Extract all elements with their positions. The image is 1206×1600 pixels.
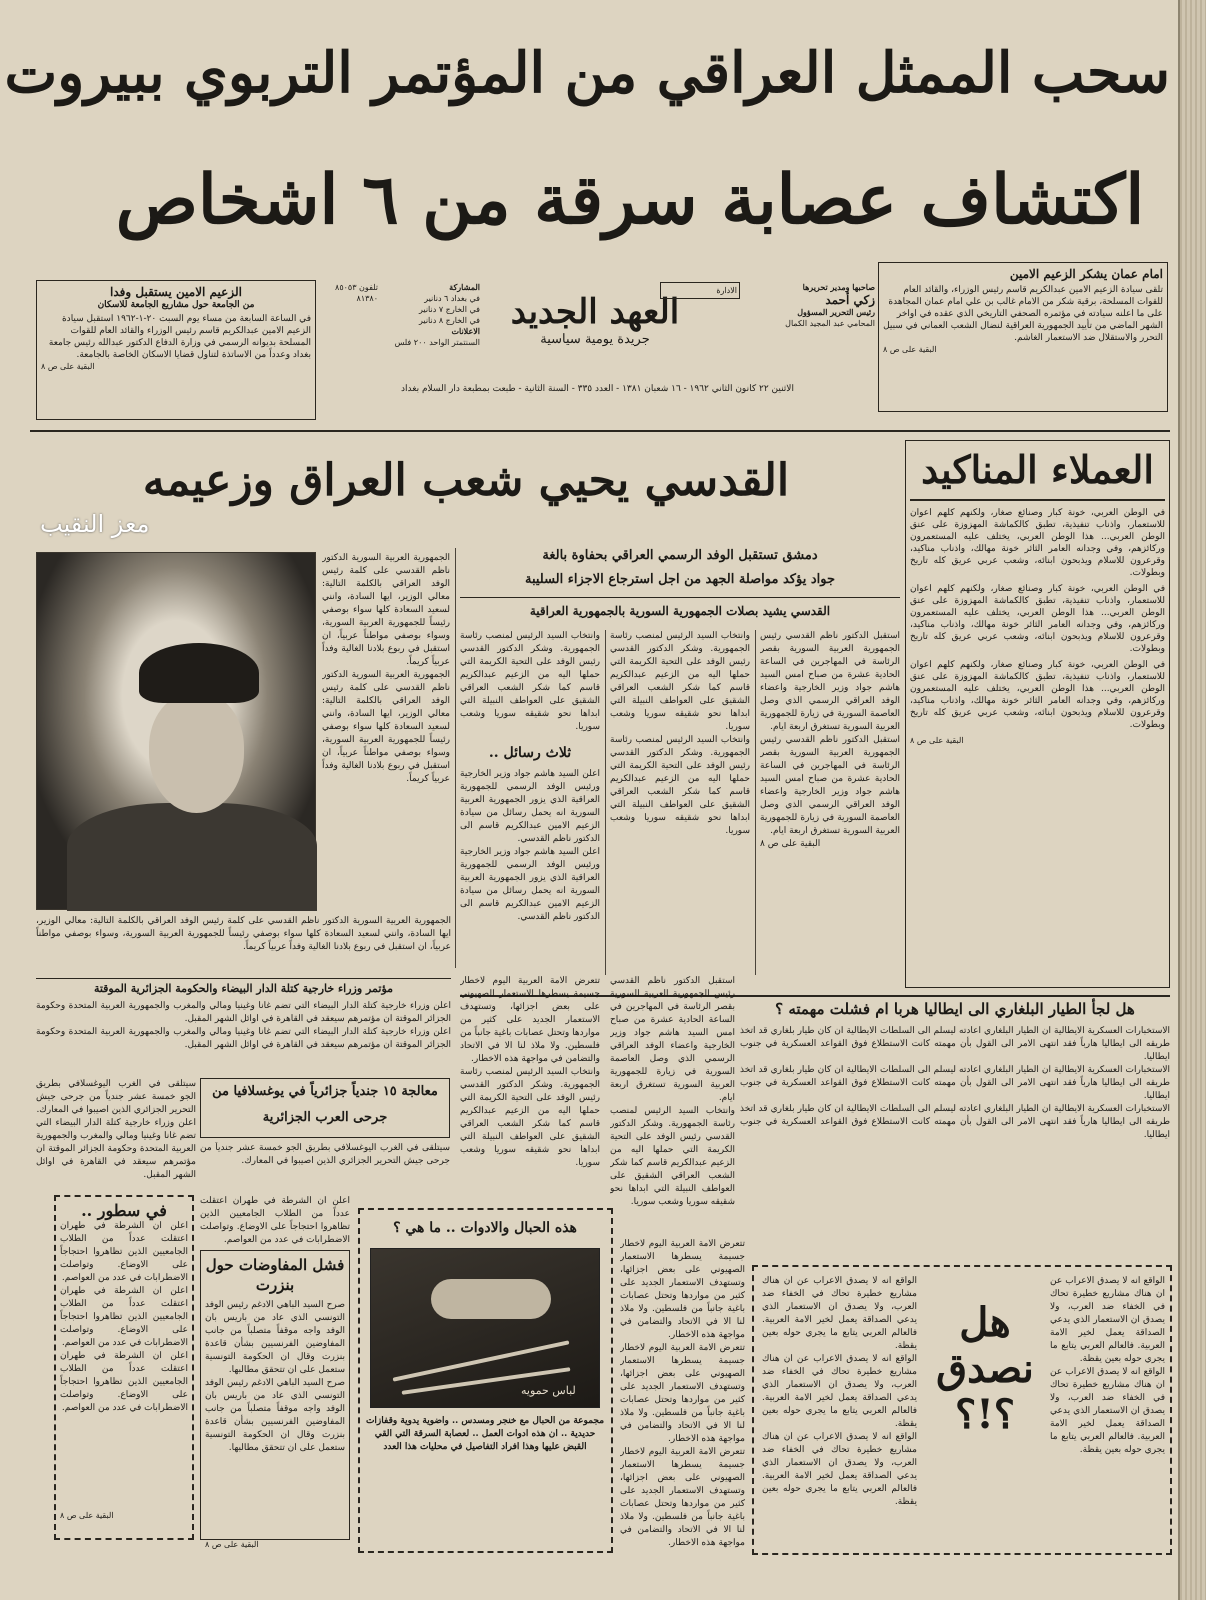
editor-label: رئيس التحرير المسؤول [797, 307, 875, 317]
bizerte-col [205, 1299, 345, 1539]
admin-label: الادارة [660, 282, 740, 299]
qudsi-col-d [322, 552, 450, 972]
subscription-label: المشاركة [449, 282, 480, 292]
algeria-body-3: سيتلقى في الغرب اليوغسلافي بطريق الجو خمسة عشر جندياً من جرحى جيش التحرير الجزائري الذين اصيبوا في المعارك. [200, 1143, 450, 1166]
ropes-caption-col [365, 1415, 605, 1545]
ministers-body-2: اعلن وزراء خارجية كتلة الدار البيضاء التي تضم غانا وغينيا ومالي والمغرب والجمهورية العربية المتحدة وحكومة الجزائر الموقتة ان مؤتمرهم سيعقد في القاهرة في اوائل الشهر المقبل. [36, 1027, 451, 1050]
qudsi-col-b [610, 630, 750, 975]
subscription-1: في بغداد ٦ دنانير [424, 294, 480, 303]
newspaper-subtitle: جريدة يومية سياسية [540, 332, 650, 347]
bulgarian-title: هل لجأ الطيار البلغاري الى ايطاليا هربا ام فشلت مهمته ؟ [775, 1000, 1135, 1018]
qudsi-headline: القدسي يحيي شعب العراق وزعيمه [142, 455, 790, 506]
bizerte-body-2: صرح السيد الباهي الادغم رئيس الوفد التونسي الذي عاد من باريس بان الوفد واجه موقفاً متصلباً من جانب المفاوضين الفرنسيين بشأن قاعدة بنزرت وقال ان الحكومة التونسية ستعمل على ان تتحقق مطالبها. [205, 1378, 345, 1453]
box-left-body: في الساعة السابعة من مساء يوم السبت ٢٠-١-١٩٦٢ استقبل سيادة الزعيم الامين عبدالكريم قاسم رئيس الوزراء والقائد العام للقوات المسلحة بديوانه الرسمي في وزارة الدفاع الدكتور عبدالله رئيس جامعة بغداد وعدداً من الاساتذة لتناول قضايا الاسكان الخاصة بالجامعة. [48, 314, 311, 360]
believe-body-right-2: الواقع انه لا يصدق الاعراب عن ان هناك مشاريع خطيرة تحاك في الخفاء ضد العرب، ولا يصدق ان الاستعمار الذي يدعي الصداقة يعمل لخير الامة العربية. فالعالم العربي يتابع ما يجري حوله بعين يقظة. [1050, 1367, 1165, 1455]
bulgarian-body-2: الاستخبارات العسكرية الايطالية ان الطيار البلغاري اعادته ليسلم الى السلطات الايطالية ان كان طيار بلغاري قد اتخذ طريقه الى ايطاليا هارباً فقد انتهى الامر الى القول بأن مهمته كانت الاستطلاع فوق القواعد العسكرية في جنوب ايطاليا. [740, 1065, 1170, 1101]
photo-figure-face [149, 693, 244, 813]
qudsi-col-a-text-2: استقبل الدكتور ناظم القدسي رئيس الجمهورية العربية السورية بقصر الرئاسة في المهاجرين في الساعة الحادية عشرة من صباح امس السيد هاشم جواد وزير الخارجية واعضاء الوفد العراقي الرسمي الذي وصل العاصمة السورية في زيارة للجمهورية العربية السورية تستغرق اربعة ايام. [760, 735, 900, 836]
box-right-title: امام عمان يشكر الزعيم الامين [1009, 267, 1163, 281]
agents-column [905, 440, 1170, 988]
imperialism-col [620, 1238, 745, 1553]
phone-1: تلفون ٨٥٠٥٣ [335, 283, 378, 292]
rope-1 [393, 1340, 570, 1381]
owner-name: زكي أحمد [825, 293, 875, 307]
main-headline: سحب الممثل العراقي من المؤتمر التربوي ببيروت [4, 40, 1170, 106]
agents-body-repeat: في الوطن العربي، خونة كبار وصنائع صغار، ولكنهم كلهم اعوان للاستعمار، واذناب تنفيذية، تطبق كالكماشة المهزوزة على عنق الوطن العربي... هذا الوطن العربي، يختلف عليه المستعمرون وركائزهم، وفي وجدانه العامر الثائر خونة مهالك، واذناب مناكيد، وقرعرون للاسلام ويذبحون ابنائه، وشعب عربي عريق كله تاريخ وبطولات. [910, 584, 1165, 654]
deck-rule [460, 597, 900, 598]
watermark: معز النقيب [40, 510, 150, 538]
mid-col-a-text: استقبل الدكتور ناظم القدسي رئيس الجمهورية العربية السورية بقصر الرئاسة في المهاجرين في الساعة الحادية عشرة من صباح امس السيد هاشم جواد وزير الخارجية واعضاء الوفد العراقي الرسمي الذي وصل العاصمة السورية في زيارة للجمهورية العربية السورية تستغرق اربعة ايام. [610, 976, 735, 1103]
algeria-body-2: اعلن وزراء خارجية كتلة الدار البيضاء التي تضم غانا وغينيا ومالي والمغرب والجمهورية العربية المتحدة وحكومة الجزائر الموقتة ان مؤتمرهم سيعقد في القاهرة في اوائل الشهر المقبل. [36, 1118, 196, 1180]
ropes-caption: مجموعة من الحبال مع خنجر ومسدس .. واضوية يدوية وقفازات حديدية .. ان هذه ادوات العمل .. لعصابة السرقة التي القي القبض عليها وهذا افراد التفاصيل في محليات هذا العدد [365, 1416, 605, 1452]
masthead [320, 282, 875, 400]
agents-continued: البقية على ص ٨ [910, 736, 964, 745]
believe-body: الواقع انه لا يصدق الاعراب عن ان هناك مشاريع خطيرة تحاك في الخفاء ضد العرب، ولا يصدق ان الاستعمار الذي يدعي الصداقة يعمل لخير الامة العربية. فالعالم العربي يتابع ما يجري حوله بعين يقظة. [762, 1276, 917, 1351]
bulgarian-body: الاستخبارات العسكرية الايطالية ان الطيار البلغاري اعادته ليسلم الى السلطات الايطالية ان كان طيار بلغاري قد اتخذ طريقه الى ايطاليا هارباً فقد انتهى الامر الى القول بأن مهمته كانت الاستطلاع فوق القواعد العسكرية في جنوب ايطاليا. [740, 1026, 1170, 1062]
three-messages-body-2: اعلن السيد هاشم جواد وزير الخارجية ورئيس الوفد الرسمي للجمهورية العراقية الذي يزور الجمهورية العربية السورية انه يحمل رسائل من سيادة الزعيم الامين عبدالكريم قاسم الى الدكتور ناظم القدسي. [460, 847, 600, 922]
bizerte-col-top [200, 1195, 350, 1245]
algeria-body: سيتلقى في الغرب اليوغسلافي بطريق الجو خمسة عشر جندياً من جرحى جيش التحرير الجزائري الذين اصيبوا في المعارك. [36, 1079, 196, 1115]
bizerte-body: صرح السيد الباهي الادغم رئيس الوفد التونسي الذي عاد من باريس بان الوفد واجه موقفاً متصلباً من جانب المفاوضين الفرنسيين بشأن قاعدة بنزرت وقال ان الحكومة التونسية ستعمل على ان تتحقق مطالبها. [205, 1300, 345, 1375]
qudsi-col-e [36, 915, 451, 970]
algeria-title: معالجة ١٥ جندياً جزائرياً في يوغسلافيا من جرحى العرب الجزائرية [212, 1084, 438, 1125]
mid-col-b-text: تتعرض الامة العربية اليوم لاخطار جسيمة يسطرها الاستعمار الصهيوني على بعض اجزائها، وتستهدف الاستعمار الجديد على كثير من مواردها وتحتل عصابات باغية جانباً من فلسطين. ولا ملاذ لنا الا في الاتحاد والتضامن في مواجهة هذه الاخطار. [460, 976, 600, 1064]
ropes-photo-label: لباس حمويه [521, 1384, 576, 1397]
believe-body-2: الواقع انه لا يصدق الاعراب عن ان هناك مشاريع خطيرة تحاك في الخفاء ضد العرب، ولا يصدق ان الاستعمار الذي يدعي الصداقة يعمل لخير الامة العربية. فالعالم العربي يتابع ما يجري حوله بعين يقظة. [762, 1354, 917, 1429]
second-headline: اكتشاف عصابة سرقة من ٦ اشخاص [115, 160, 1145, 240]
phone-2: ٨١٣٨٠ [356, 294, 378, 303]
qudsi-deck-2: جواد يؤكد مواصلة الجهد من اجل استرجاع الاجزاء السليبة [524, 572, 836, 587]
believe-col-left [762, 1275, 917, 1545]
ministers-title: مؤتمر وزراء خارجية كتلة الدار البيضاء والحكومة الجزائرية الموقتة [93, 982, 394, 995]
col-divider-1 [755, 630, 756, 975]
ads-detail: السنتمتر الواحد ٢٠٠ فلس [394, 338, 480, 347]
briefs-title: في سطور .. [81, 1201, 167, 1220]
dateline: الاثنين ٢٢ كانون الثاني ١٩٦٢ - ١٦ شعبان ١٣٨١ - العدد ٣٣٥ - السنة الثانية - طبعت بمطبعة دار السلام بغداد [401, 384, 794, 394]
rope-3 [431, 1279, 551, 1319]
leader-photo [36, 552, 316, 910]
bizerte-continued: البقية على ص ٨ [205, 1540, 259, 1549]
ministers-rule [36, 978, 451, 979]
box-right-body: تلقى سيادة الزعيم الامين عبدالكريم قاسم رئيس الوزراء، والقائد العام للقوات المسلحة، برقية شكر من الامام غالب بن علي امام عمان المجاهدة على ما اعلنه سيادته في مؤتمره الصحفي التاريخي الذي عقده في اواخر الشهر الماضي من تأييد الجمهورية العراقية لنضال الشعب العماني في سبيل التحرر والاستقلال ضد الاستعمار الغاشم. [883, 285, 1163, 343]
mid-col-b [460, 975, 600, 1230]
subscription-2: في الخارج ٧ دنانير [419, 305, 480, 314]
qudsi-deck-1: دمشق تستقبل الوفد الرسمي العراقي بحفاوة بالغة [542, 548, 818, 563]
masthead-rule [30, 430, 1170, 432]
box-left-continued: البقية على ص ٨ [41, 362, 95, 371]
imperialism-body: تتعرض الامة العربية اليوم لاخطار جسيمة يسطرها الاستعمار الصهيوني على بعض اجزائها، وتستهدف الاستعمار الجديد على كثير من مواردها وتحتل عصابات باغية جانباً من فلسطين. ولا ملاذ لنا الا في الاتحاد والتضامن في مواجهة هذه الاخطار. [620, 1239, 745, 1340]
imperialism-body-3: تتعرض الامة العربية اليوم لاخطار جسيمة يسطرها الاستعمار الصهيوني على بعض اجزائها، وتستهدف الاستعمار الجديد على كثير من مواردها وتحتل عصابات باغية جانباً من فلسطين. ولا ملاذ لنا الا في الاتحاد والتضامن في مواجهة هذه الاخطار. [620, 1447, 745, 1548]
qudsi-col-c-text: وانتخاب السيد الرئيس لمنصب رئاسة الجمهورية. وشكر الدكتور القدسي رئيس الوفد على التحية الكريمة التي حملها اليه من الزعيم عبدالكريم قاسم كما شكر الشعب العراقي الشقيق على العواطف النبيلة التي ابداها نحو شقيقه سوريا وشعب سوريا. [460, 631, 600, 732]
qudsi-col-b-text-2: وانتخاب السيد الرئيس لمنصب رئاسة الجمهورية. وشكر الدكتور القدسي رئيس الوفد على التحية الكريمة التي حملها اليه من الزعيم عبدالكريم قاسم كما شكر الشعب العراقي الشقيق على العواطف النبيلة التي ابداها نحو شقيقه سوريا وشعب سوريا. [610, 735, 750, 836]
believe-body-3: الواقع انه لا يصدق الاعراب عن ان هناك مشاريع خطيرة تحاك في الخفاء ضد العرب، ولا يصدق ان الاستعمار الذي يدعي الصداقة يعمل لخير الامة العربية. فالعالم العربي يتابع ما يجري حوله بعين يقظة. [762, 1432, 917, 1507]
qudsi-col-a-continued: البقية على ص ٨ [760, 839, 821, 849]
page-stack-edge [1180, 0, 1206, 1600]
qudsi-deck-3: القدسي يشيد بصلات الجمهورية السورية بالجمهورية العراقية [529, 604, 831, 618]
briefs-body-3: اعلن ان الشرطة في طهران اعتقلت عدداً من الطلاب الجامعيين الذين تظاهروا احتجاجاً على الاوضاع. وتواصلت الاضطرابات في عدد من العواصم. [60, 1351, 188, 1413]
ads-label: الاعلانات [451, 326, 480, 336]
bulgarian-col [740, 1025, 1170, 1235]
qudsi-col-b-text: وانتخاب السيد الرئيس لمنصب رئاسة الجمهورية. وشكر الدكتور القدسي رئيس الوفد على التحية الكريمة التي حملها اليه من الزعيم عبدالكريم قاسم كما شكر الشعب العراقي الشقيق على العواطف النبيلة التي ابداها نحو شقيقه سوريا وشعب سوريا. [610, 631, 750, 732]
briefs-col [60, 1220, 188, 1510]
bizerte-box [200, 1250, 350, 1549]
ropes-photo [370, 1248, 600, 1408]
bizerte-title: فشل المفاوضات حول بنزرت [205, 1256, 345, 1294]
qudsi-col-e-text: الجمهورية العربية السورية الدكتور ناظم القدسي على كلمة رئيس الوفد العراقي بالكلمة التالية: معالي الوزير، ايها السادة، وانني لسعيد السعادة كلها سواء بوصفي رئيساً للجمهورية العربية السورية، وسواء بوصفي مواطناً عربياً، ان استقبل في ربوع بلادنا الغالية وفداً عربياً كريماً. [36, 916, 451, 952]
believe-title: هل نصدق ؟!؟ [936, 1299, 1034, 1438]
bulgarian-body-3: الاستخبارات العسكرية الايطالية ان الطيار البلغاري اعادته ليسلم الى السلطات الايطالية ان كان طيار بلغاري قد اتخذ طريقه الى ايطاليا هارباً فقد انتهى الامر الى القول بأن مهمته كانت الاستطلاع فوق القواعد العسكرية في جنوب ايطاليا. [740, 1104, 1170, 1140]
briefs-body: اعلن ان الشرطة في طهران اعتقلت عدداً من الطلاب الجامعيين الذين تظاهروا احتجاجاً على الاوضاع. وتواصلت الاضطرابات في عدد من العواصم. [60, 1221, 188, 1283]
algeria-box [200, 1078, 450, 1138]
briefs-box [54, 1195, 194, 1540]
ministers-body: اعلن وزراء خارجية كتلة الدار البيضاء التي تضم غانا وغينيا ومالي والمغرب والجمهورية العربية المتحدة وحكومة الجزائر الموقتة ان مؤتمرهم سيعقد في القاهرة في اوائل الشهر المقبل. [36, 1001, 451, 1024]
agents-body-repeat-2: في الوطن العربي، خونة كبار وصنائع صغار، ولكنهم كلهم اعوان للاستعمار، واذناب تنفيذية، تطبق كالكماشة المهزوزة على عنق الوطن العربي... هذا الوطن العربي، يختلف عليه المستعمرون وركائزهم، وفي وجدانه العامر الثائر خونة مهالك، واذناب مناكيد، وقرعرون للاسلام ويذبحون ابنائه، وشعب عربي عريق كله تاريخ وبطولات. [910, 660, 1165, 730]
believe-col-right [1050, 1275, 1165, 1545]
believe-body-right: الواقع انه لا يصدق الاعراب عن ان هناك مشاريع خطيرة تحاك في الخفاء ضد العرب، ولا يصدق ان الاستعمار الذي يدعي الصداقة يعمل لخير الامة العربية. فالعالم العربي يتابع ما يجري حوله بعين يقظة. [1050, 1276, 1165, 1364]
qudsi-col-d-text: الجمهورية العربية السورية الدكتور ناظم القدسي على كلمة رئيس الوفد العراقي بالكلمة التالية: معالي الوزير، ايها السادة، وانني لسعيد السعادة كلها سواء بوصفي رئيساً للجمهورية العربية السورية، وسواء بوصفي مواطناً عربياً، ان استقبل في ربوع بلادنا الغالية وفداً عربياً كريماً. [322, 553, 450, 667]
qudsi-col-d-text-2: الجمهورية العربية السورية الدكتور ناظم القدسي على كلمة رئيس الوفد العراقي بالكلمة التالية: معالي الوزير، ايها السادة، وانني لسعيد السعادة كلها سواء بوصفي رئيساً للجمهورية العربية السورية، وسواء بوصفي مواطناً عربياً، ان استقبل في ربوع بلادنا الغالية وفداً عربياً كريماً. [322, 670, 450, 784]
briefs-continued: البقية على ص ٨ [60, 1511, 114, 1520]
editor-name: المحامي عبد المجيد الكمال [785, 319, 875, 328]
owner-label: صاحبها ومدير تحريرها [802, 282, 875, 292]
photo-figure-body [67, 803, 317, 911]
bizerte-top-text: اعلن ان الشرطة في طهران اعتقلت عدداً من الطلاب الجامعيين الذين تظاهروا احتجاجاً على الاوضاع. وتواصلت الاضطرابات في عدد من العواصم. [200, 1196, 350, 1245]
three-messages-body: اعلن السيد هاشم جواد وزير الخارجية ورئيس الوفد الرسمي للجمهورية العراقية الذي يزور الجمهورية العربية السورية انه يحمل رسائل من سيادة الزعيم الامين عبدالكريم قاسم الى الدكتور ناظم القدسي. [460, 769, 600, 844]
mid-col-b-text-2: وانتخاب السيد الرئيس لمنصب رئاسة الجمهورية. وشكر الدكتور القدسي رئيس الوفد على التحية الكريمة التي حملها اليه من الزعيم عبدالكريم قاسم كما شكر الشعب العراقي الشقيق على العواطف النبيلة التي ابداها نحو شقيقه سوريا وشعب سوريا. [460, 1067, 600, 1168]
box-left-title: الزعيم الامين يستقبل وفدا [110, 285, 242, 299]
briefs-body-2: اعلن ان الشرطة في طهران اعتقلت عدداً من الطلاب الجامعيين الذين تظاهروا احتجاجاً على الاوضاع. وتواصلت الاضطرابات في عدد من العواصم. [60, 1286, 188, 1348]
subscription-3: في الخارج ٨ دنانير [419, 316, 480, 325]
ropes-title: هذه الحبال والادوات .. ما هي ؟ [393, 1220, 577, 1236]
agents-body: في الوطن العربي، خونة كبار وصنائع صغار، ولكنهم كلهم اعوان للاستعمار، واذناب تنفيذية، تطبق كالكماشة المهزوزة على عنق الوطن العربي... هذا الوطن العربي، يختلف عليه المستعمرون وركائزهم، وفي وجدانه العامر الثائر خونة مهالك، واذناب مناكيد، وقرعرون للاسلام ويذبحون ابنائه، وشعب عربي عريق كله تاريخ وبطولات. [910, 508, 1165, 578]
newspaper-title: العهد الجديد [510, 292, 680, 332]
photo-figure-cap [139, 643, 259, 703]
ministers-col [36, 1000, 451, 1070]
mid-col-a [610, 975, 735, 1230]
mid-col-a-text-2: وانتخاب السيد الرئيس لمنصب رئاسة الجمهورية. وشكر الدكتور القدسي رئيس الوفد على التحية الكريمة التي حملها اليه من الزعيم عبدالكريم قاسم كما شكر الشعب العراقي الشقيق على العواطف النبيلة التي ابداها نحو شقيقه سوريا وشعب سوريا. [610, 1106, 735, 1207]
agents-title: العملاء المناكيد [910, 445, 1165, 501]
qudsi-col-a-text: استقبل الدكتور ناظم القدسي رئيس الجمهورية العربية السورية بقصر الرئاسة في المهاجرين في الساعة الحادية عشرة من صباح امس السيد هاشم جواد وزير الخارجية واعضاء الوفد العراقي الرسمي الذي وصل العاصمة السورية في زيارة للجمهورية العربية السورية تستغرق اربعة ايام. [760, 631, 900, 732]
qudsi-col-a [760, 630, 900, 975]
box-left-subtitle: من الجامعة حول مشاريع الجامعة للاسكان [97, 300, 255, 310]
three-messages-col [460, 768, 600, 968]
col-divider-3 [455, 548, 456, 968]
col-divider-2 [605, 630, 606, 975]
algeria-col [36, 1078, 196, 1188]
box-right-story [878, 262, 1168, 412]
imperialism-body-2: تتعرض الامة العربية اليوم لاخطار جسيمة يسطرها الاستعمار الصهيوني على بعض اجزائها، وتستهدف الاستعمار الجديد على كثير من مواردها وتحتل عصابات باغية جانباً من فلسطين. ولا ملاذ لنا الا في الاتحاد والتضامن في مواجهة هذه الاخطار. [620, 1343, 745, 1444]
qudsi-col-c [460, 630, 600, 740]
box-left-story [36, 280, 316, 420]
algeria-col-2 [200, 1142, 450, 1192]
box-right-continued: البقية على ص ٨ [883, 345, 937, 354]
three-messages-title: ثلاث رسائل .. [488, 745, 572, 761]
